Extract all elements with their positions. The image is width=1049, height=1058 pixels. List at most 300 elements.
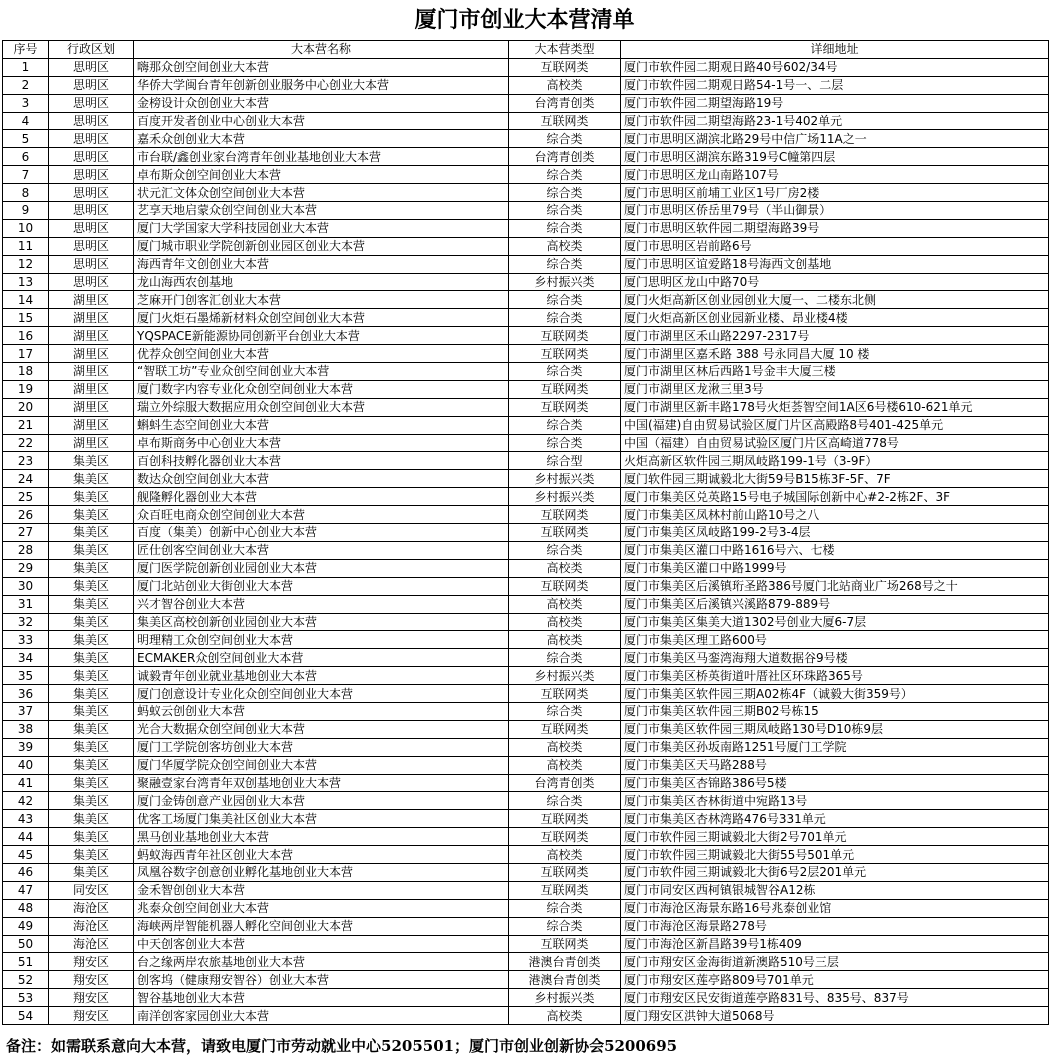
cell-no: 46 bbox=[3, 863, 49, 881]
cell-name: 凤凰谷数字创意创业孵化基地创业大本营 bbox=[134, 863, 509, 881]
cell-district: 集美区 bbox=[49, 685, 134, 703]
table-row bbox=[3, 148, 1049, 166]
cell-name: 创客坞（健康翔安智谷）创业大本营 bbox=[134, 971, 509, 989]
cell-district: 集美区 bbox=[49, 577, 134, 595]
cell-type: 互联网类 bbox=[509, 398, 621, 416]
cell-name: 数达众创空间创业大本营 bbox=[134, 470, 509, 488]
cell-address: 厦门市软件园三期诚毅北大街2号701单元 bbox=[621, 828, 1049, 846]
cell-type: 综合类 bbox=[509, 702, 621, 720]
cell-type: 互联网类 bbox=[509, 810, 621, 828]
cell-address: 厦门市集美区软件园三期B02号栋15 bbox=[621, 702, 1049, 720]
cell-no: 45 bbox=[3, 846, 49, 864]
cell-address: 厦门市思明区湖滨北路29号中信广场11A之一 bbox=[621, 130, 1049, 148]
cell-name: 金榜设计众创创业大本营 bbox=[134, 94, 509, 112]
cell-name: 海峡两岸智能机器人孵化空间创业大本营 bbox=[134, 917, 509, 935]
cell-address: 厦门市集美区灌口中路1999号 bbox=[621, 559, 1049, 577]
cell-name: 芝麻开门创客汇创业大本营 bbox=[134, 291, 509, 309]
cell-district: 海沧区 bbox=[49, 917, 134, 935]
cell-address: 厦门市集美区软件园三期凤岐路130号D10栋9层 bbox=[621, 720, 1049, 738]
cell-type: 互联网类 bbox=[509, 685, 621, 703]
table-row bbox=[3, 756, 1049, 774]
cell-district: 湖里区 bbox=[49, 327, 134, 345]
cell-no: 29 bbox=[3, 559, 49, 577]
cell-name: 厦门创意设计专业化众创空间创业大本营 bbox=[134, 685, 509, 703]
cell-name: 明理精工众创空间创业大本营 bbox=[134, 631, 509, 649]
cell-no: 4 bbox=[3, 112, 49, 130]
cell-name: 兆泰众创空间创业大本营 bbox=[134, 899, 509, 917]
cell-address: 厦门市思明区龙山南路107号 bbox=[621, 166, 1049, 184]
cell-type: 互联网类 bbox=[509, 935, 621, 953]
cell-address: 厦门市软件园二期望海路19号 bbox=[621, 94, 1049, 112]
cell-district: 集美区 bbox=[49, 863, 134, 881]
cell-address: 厦门市集美区软件园三期A02栋4F（诚毅大街359号） bbox=[621, 685, 1049, 703]
table-row bbox=[3, 774, 1049, 792]
table-row bbox=[3, 577, 1049, 595]
cell-district: 集美区 bbox=[49, 667, 134, 685]
cell-no: 13 bbox=[3, 273, 49, 291]
cell-district: 湖里区 bbox=[49, 291, 134, 309]
cell-district: 思明区 bbox=[49, 94, 134, 112]
cell-district: 集美区 bbox=[49, 506, 134, 524]
cell-district: 集美区 bbox=[49, 452, 134, 470]
cell-address: 厦门市思明区软件园二期望海路39号 bbox=[621, 219, 1049, 237]
cell-name: 聚融壹家台湾青年双创基地创业大本营 bbox=[134, 774, 509, 792]
cell-no: 14 bbox=[3, 291, 49, 309]
cell-name: 蝌蚪生态空间创业大本营 bbox=[134, 416, 509, 434]
table-row bbox=[3, 917, 1049, 935]
cell-no: 20 bbox=[3, 398, 49, 416]
cell-no: 30 bbox=[3, 577, 49, 595]
table-row bbox=[3, 112, 1049, 130]
cell-address: 厦门市思明区侨岳里79号（半山御景） bbox=[621, 202, 1049, 220]
cell-name: 市台联/鑫创业家台湾青年创业基地创业大本营 bbox=[134, 148, 509, 166]
cell-address: 厦门火炬高新区创业园创业大厦一、二楼东北侧 bbox=[621, 291, 1049, 309]
cell-address: 中国(福建)自由贸易试验区厦门片区高殿路8号401-425单元 bbox=[621, 416, 1049, 434]
cell-address: 厦门市软件园二期观日路40号602/34号 bbox=[621, 58, 1049, 76]
cell-name: 嗨那众创空间创业大本营 bbox=[134, 58, 509, 76]
table-row bbox=[3, 720, 1049, 738]
cell-address: 厦门市海沧区新昌路39号1栋409 bbox=[621, 935, 1049, 953]
cell-name: 厦门北站创业大街创业大本营 bbox=[134, 577, 509, 595]
table-row bbox=[3, 738, 1049, 756]
cell-name: 匠仕创客空间创业大本营 bbox=[134, 541, 509, 559]
table-row bbox=[3, 345, 1049, 363]
cell-district: 思明区 bbox=[49, 184, 134, 202]
cell-no: 2 bbox=[3, 76, 49, 94]
cell-no: 7 bbox=[3, 166, 49, 184]
table-row bbox=[3, 219, 1049, 237]
header-address: 详细地址 bbox=[621, 41, 1049, 59]
cell-type: 港澳台青创类 bbox=[509, 953, 621, 971]
table-row bbox=[3, 166, 1049, 184]
cell-type: 综合类 bbox=[509, 416, 621, 434]
cell-address: 厦门市翔安区金海街道新澳路510号三层 bbox=[621, 953, 1049, 971]
cell-name: 厦门城市职业学院创新创业园区创业大本营 bbox=[134, 237, 509, 255]
cell-no: 43 bbox=[3, 810, 49, 828]
table-row bbox=[3, 130, 1049, 148]
table-row bbox=[3, 953, 1049, 971]
cell-name: 金禾智创创业大本营 bbox=[134, 881, 509, 899]
cell-address: 厦门市集美区后溪镇珩圣路386号厦门北站商业广场268号之十 bbox=[621, 577, 1049, 595]
cell-type: 港澳台青创类 bbox=[509, 971, 621, 989]
cell-address: 厦门市湖里区林后西路1号金丰大厦三楼 bbox=[621, 363, 1049, 381]
cell-no: 3 bbox=[3, 94, 49, 112]
cell-type: 高校类 bbox=[509, 756, 621, 774]
cell-name: 龙山海西农创基地 bbox=[134, 273, 509, 291]
cell-address: 厦门市思明区前埔工业区1号厂房2楼 bbox=[621, 184, 1049, 202]
cell-address: 厦门市集美区天马路288号 bbox=[621, 756, 1049, 774]
table-row bbox=[3, 846, 1049, 864]
table-row bbox=[3, 416, 1049, 434]
cell-district: 集美区 bbox=[49, 792, 134, 810]
cell-no: 52 bbox=[3, 971, 49, 989]
cell-type: 高校类 bbox=[509, 1007, 621, 1025]
cell-district: 集美区 bbox=[49, 702, 134, 720]
cell-name: ECMAKER众创空间创业大本营 bbox=[134, 649, 509, 667]
cell-district: 思明区 bbox=[49, 166, 134, 184]
cell-address: 火炬高新区软件园三期凤岐路199-1号（3-9F） bbox=[621, 452, 1049, 470]
cell-type: 高校类 bbox=[509, 613, 621, 631]
cell-type: 互联网类 bbox=[509, 345, 621, 363]
cell-district: 集美区 bbox=[49, 846, 134, 864]
cell-type: 综合类 bbox=[509, 917, 621, 935]
table-row bbox=[3, 434, 1049, 452]
cell-name: 状元汇文体众创空间创业大本营 bbox=[134, 184, 509, 202]
cell-no: 51 bbox=[3, 953, 49, 971]
cell-district: 海沧区 bbox=[49, 899, 134, 917]
cell-district: 湖里区 bbox=[49, 363, 134, 381]
cell-name: 众百旺电商众创空间创业大本营 bbox=[134, 506, 509, 524]
cell-type: 互联网类 bbox=[509, 58, 621, 76]
cell-name: 优客工场厦门集美社区创业大本营 bbox=[134, 810, 509, 828]
cell-district: 思明区 bbox=[49, 219, 134, 237]
cell-address: 厦门市集美区杏锦路386号5楼 bbox=[621, 774, 1049, 792]
cell-address: 厦门市集美区桥英街道叶厝社区环珠路365号 bbox=[621, 667, 1049, 685]
cell-address: 厦门市翔安区莲亭路809号701单元 bbox=[621, 971, 1049, 989]
table-row bbox=[3, 524, 1049, 542]
cell-name: 兴才智谷创业大本营 bbox=[134, 595, 509, 613]
cell-name: 艺享天地启蒙众创空间创业大本营 bbox=[134, 202, 509, 220]
table-row bbox=[3, 1007, 1049, 1025]
cell-no: 22 bbox=[3, 434, 49, 452]
cell-name: 集美区高校创新创业园创业大本营 bbox=[134, 613, 509, 631]
cell-type: 综合类 bbox=[509, 219, 621, 237]
cell-district: 集美区 bbox=[49, 738, 134, 756]
table-row bbox=[3, 380, 1049, 398]
cell-name: 厦门金铸创意产业园创业大本营 bbox=[134, 792, 509, 810]
cell-no: 37 bbox=[3, 702, 49, 720]
header-type: 大本营类型 bbox=[509, 41, 621, 59]
cell-name: 蚂蚁海西青年社区创业大本营 bbox=[134, 846, 509, 864]
cell-type: 台湾青创类 bbox=[509, 774, 621, 792]
cell-name: 卓布斯商务中心创业大本营 bbox=[134, 434, 509, 452]
cell-name: 黑马创业基地创业大本营 bbox=[134, 828, 509, 846]
cell-no: 24 bbox=[3, 470, 49, 488]
cell-no: 25 bbox=[3, 488, 49, 506]
cell-no: 35 bbox=[3, 667, 49, 685]
cell-district: 集美区 bbox=[49, 810, 134, 828]
cell-address: 厦门市湖里区新丰路178号火炬荟智空间1A区6号楼610-621单元 bbox=[621, 398, 1049, 416]
cell-district: 集美区 bbox=[49, 613, 134, 631]
table-row bbox=[3, 899, 1049, 917]
cell-address: 厦门市思明区谊爱路18号海西文创基地 bbox=[621, 255, 1049, 273]
cell-address: 厦门市集美区孙坂南路1251号厦门工学院 bbox=[621, 738, 1049, 756]
cell-district: 湖里区 bbox=[49, 416, 134, 434]
cell-type: 综合类 bbox=[509, 541, 621, 559]
cell-district: 湖里区 bbox=[49, 309, 134, 327]
cell-name: 厦门华厦学院众创空间创业大本营 bbox=[134, 756, 509, 774]
cell-address: 厦门市集美区杏林湾路476号331单元 bbox=[621, 810, 1049, 828]
cell-no: 38 bbox=[3, 720, 49, 738]
table-row bbox=[3, 971, 1049, 989]
cell-address: 厦门市海沧区海景东路16号兆泰创业馆 bbox=[621, 899, 1049, 917]
cell-no: 15 bbox=[3, 309, 49, 327]
cell-type: 综合类 bbox=[509, 255, 621, 273]
table-row bbox=[3, 506, 1049, 524]
cell-district: 集美区 bbox=[49, 559, 134, 577]
cell-type: 互联网类 bbox=[509, 881, 621, 899]
table-row bbox=[3, 935, 1049, 953]
cell-address: 厦门市软件园三期诚毅北大街55号501单元 bbox=[621, 846, 1049, 864]
cell-no: 11 bbox=[3, 237, 49, 255]
cell-type: 互联网类 bbox=[509, 720, 621, 738]
table-row bbox=[3, 202, 1049, 220]
cell-district: 集美区 bbox=[49, 756, 134, 774]
cell-district: 思明区 bbox=[49, 255, 134, 273]
cell-no: 33 bbox=[3, 631, 49, 649]
cell-address: 中国（福建）自由贸易试验区厦门片区高崎道778号 bbox=[621, 434, 1049, 452]
cell-district: 思明区 bbox=[49, 148, 134, 166]
cell-no: 49 bbox=[3, 917, 49, 935]
cell-no: 50 bbox=[3, 935, 49, 953]
cell-address: 厦门市集美区凤岐路199-2号3-4层 bbox=[621, 524, 1049, 542]
cell-no: 16 bbox=[3, 327, 49, 345]
cell-no: 27 bbox=[3, 524, 49, 542]
cell-address: 厦门市思明区湖滨东路319号C幢第四层 bbox=[621, 148, 1049, 166]
cell-name: 卓布斯众创空间创业大本营 bbox=[134, 166, 509, 184]
cell-no: 40 bbox=[3, 756, 49, 774]
cell-address: 厦门市集美区兑英路15号电子城国际创新中心#2-2栋2F、3F bbox=[621, 488, 1049, 506]
cell-address: 厦门市集美区马銮湾海翔大道数据谷9号楼 bbox=[621, 649, 1049, 667]
table-row bbox=[3, 398, 1049, 416]
cell-type: 互联网类 bbox=[509, 112, 621, 130]
cell-name: 诚毅青年创业就业基地创业大本营 bbox=[134, 667, 509, 685]
cell-no: 17 bbox=[3, 345, 49, 363]
cell-type: 乡村振兴类 bbox=[509, 488, 621, 506]
cell-district: 集美区 bbox=[49, 828, 134, 846]
table-row bbox=[3, 237, 1049, 255]
cell-address: 厦门火炬高新区创业园新业楼、昂业楼4楼 bbox=[621, 309, 1049, 327]
cell-name: 舰隆孵化器创业大本营 bbox=[134, 488, 509, 506]
cell-district: 湖里区 bbox=[49, 434, 134, 452]
cell-no: 6 bbox=[3, 148, 49, 166]
cell-type: 综合类 bbox=[509, 202, 621, 220]
cell-type: 高校类 bbox=[509, 631, 621, 649]
table-row bbox=[3, 559, 1049, 577]
table-row bbox=[3, 828, 1049, 846]
cell-no: 12 bbox=[3, 255, 49, 273]
table-row bbox=[3, 685, 1049, 703]
cell-district: 集美区 bbox=[49, 649, 134, 667]
cell-no: 39 bbox=[3, 738, 49, 756]
cell-no: 31 bbox=[3, 595, 49, 613]
cell-address: 厦门市软件园三期诚毅北大街6号2层201单元 bbox=[621, 863, 1049, 881]
table-row bbox=[3, 488, 1049, 506]
cell-no: 32 bbox=[3, 613, 49, 631]
cell-address: 厦门市软件园二期观日路54-1号一、二层 bbox=[621, 76, 1049, 94]
cell-type: 乡村振兴类 bbox=[509, 470, 621, 488]
cell-no: 1 bbox=[3, 58, 49, 76]
table-row bbox=[3, 863, 1049, 881]
cell-district: 思明区 bbox=[49, 273, 134, 291]
cell-name: 百度开发者创业中心创业大本营 bbox=[134, 112, 509, 130]
cell-district: 思明区 bbox=[49, 202, 134, 220]
table-row bbox=[3, 541, 1049, 559]
table-row bbox=[3, 989, 1049, 1007]
cell-address: 厦门翔安区洪钟大道5068号 bbox=[621, 1007, 1049, 1025]
cell-type: 互联网类 bbox=[509, 327, 621, 345]
cell-type: 互联网类 bbox=[509, 828, 621, 846]
cell-district: 思明区 bbox=[49, 237, 134, 255]
cell-district: 集美区 bbox=[49, 488, 134, 506]
table-row bbox=[3, 881, 1049, 899]
cell-district: 集美区 bbox=[49, 720, 134, 738]
cell-district: 湖里区 bbox=[49, 398, 134, 416]
cell-district: 翔安区 bbox=[49, 971, 134, 989]
cell-no: 53 bbox=[3, 989, 49, 1007]
cell-no: 48 bbox=[3, 899, 49, 917]
cell-district: 集美区 bbox=[49, 541, 134, 559]
cell-no: 21 bbox=[3, 416, 49, 434]
cell-address: 厦门市集美区后溪镇兴溪路879-889号 bbox=[621, 595, 1049, 613]
cell-district: 翔安区 bbox=[49, 989, 134, 1007]
cell-type: 综合类 bbox=[509, 309, 621, 327]
cell-type: 综合型 bbox=[509, 452, 621, 470]
cell-address: 厦门市翔安区民安街道莲亭路831号、835号、837号 bbox=[621, 989, 1049, 1007]
cell-name: 海西青年文创创业大本营 bbox=[134, 255, 509, 273]
cell-type: 综合类 bbox=[509, 184, 621, 202]
cell-address: 厦门市海沧区海景路278号 bbox=[621, 917, 1049, 935]
cell-district: 集美区 bbox=[49, 470, 134, 488]
cell-district: 思明区 bbox=[49, 130, 134, 148]
cell-name: 厦门火炬石墨烯新材料众创空间创业大本营 bbox=[134, 309, 509, 327]
cell-address: 厦门市湖里区禾山路2297-2317号 bbox=[621, 327, 1049, 345]
cell-district: 集美区 bbox=[49, 524, 134, 542]
cell-name: 百度（集美）创新中心创业大本营 bbox=[134, 524, 509, 542]
table-row bbox=[3, 649, 1049, 667]
cell-no: 42 bbox=[3, 792, 49, 810]
cell-district: 翔安区 bbox=[49, 953, 134, 971]
cell-no: 18 bbox=[3, 363, 49, 381]
cell-type: 互联网类 bbox=[509, 863, 621, 881]
cell-type: 高校类 bbox=[509, 846, 621, 864]
cell-type: 综合类 bbox=[509, 291, 621, 309]
cell-type: 乡村振兴类 bbox=[509, 989, 621, 1007]
page-title: 厦门市创业大本营清单 bbox=[414, 7, 635, 33]
table-row bbox=[3, 76, 1049, 94]
cell-no: 47 bbox=[3, 881, 49, 899]
cell-district: 集美区 bbox=[49, 595, 134, 613]
camp-list-table bbox=[2, 40, 1049, 1025]
cell-district: 集美区 bbox=[49, 631, 134, 649]
cell-address: 厦门思明区龙山中路70号 bbox=[621, 273, 1049, 291]
cell-type: 综合类 bbox=[509, 434, 621, 452]
cell-no: 41 bbox=[3, 774, 49, 792]
cell-type: 高校类 bbox=[509, 76, 621, 94]
cell-name: 南洋创客家园创业大本营 bbox=[134, 1007, 509, 1025]
header-name: 大本营名称 bbox=[134, 41, 509, 59]
cell-name: 嘉禾众创创业大本营 bbox=[134, 130, 509, 148]
cell-type: 综合类 bbox=[509, 130, 621, 148]
cell-name: 优荐众创空间创业大本营 bbox=[134, 345, 509, 363]
cell-no: 5 bbox=[3, 130, 49, 148]
cell-name: 厦门工学院创客坊创业大本营 bbox=[134, 738, 509, 756]
cell-name: 中天创客创业大本营 bbox=[134, 935, 509, 953]
cell-type: 综合类 bbox=[509, 899, 621, 917]
table-row bbox=[3, 792, 1049, 810]
cell-type: 综合类 bbox=[509, 363, 621, 381]
table-row bbox=[3, 327, 1049, 345]
cell-name: 智谷基地创业大本营 bbox=[134, 989, 509, 1007]
cell-type: 高校类 bbox=[509, 595, 621, 613]
cell-address: 厦门市湖里区嘉禾路 388 号永同昌大厦 10 楼 bbox=[621, 345, 1049, 363]
cell-address: 厦门市集美区杏林街道中宛路13号 bbox=[621, 792, 1049, 810]
footer-note: 备注：如需联系意向大本营，请致电厦门市劳动就业中心5205501；厦门市创业创新协会5200695 bbox=[6, 1037, 678, 1055]
cell-name: 华侨大学闽台青年创新创业服务中心创业大本营 bbox=[134, 76, 509, 94]
cell-type: 综合类 bbox=[509, 166, 621, 184]
cell-district: 海沧区 bbox=[49, 935, 134, 953]
cell-type: 乡村振兴类 bbox=[509, 273, 621, 291]
cell-district: 翔安区 bbox=[49, 1007, 134, 1025]
table-row bbox=[3, 702, 1049, 720]
cell-address: 厦门市同安区西柯镇银城智谷A12栋 bbox=[621, 881, 1049, 899]
cell-no: 54 bbox=[3, 1007, 49, 1025]
cell-district: 思明区 bbox=[49, 76, 134, 94]
cell-type: 高校类 bbox=[509, 237, 621, 255]
cell-no: 23 bbox=[3, 452, 49, 470]
table-row bbox=[3, 631, 1049, 649]
table-row bbox=[3, 470, 1049, 488]
table-row bbox=[3, 667, 1049, 685]
cell-district: 集美区 bbox=[49, 774, 134, 792]
cell-name: 蚂蚁云创创业大本营 bbox=[134, 702, 509, 720]
cell-address: 厦门市湖里区龙湫三里3号 bbox=[621, 380, 1049, 398]
cell-address: 厦门市集美区理工路600号 bbox=[621, 631, 1049, 649]
table-row bbox=[3, 810, 1049, 828]
cell-no: 44 bbox=[3, 828, 49, 846]
cell-type: 台湾青创类 bbox=[509, 94, 621, 112]
cell-no: 10 bbox=[3, 219, 49, 237]
table-body bbox=[3, 58, 1049, 1024]
cell-district: 思明区 bbox=[49, 58, 134, 76]
cell-name: 厦门医学院创新创业园创业大本营 bbox=[134, 559, 509, 577]
cell-type: 台湾青创类 bbox=[509, 148, 621, 166]
cell-type: 高校类 bbox=[509, 738, 621, 756]
table-header-row bbox=[3, 41, 1049, 59]
cell-address: 厦门市集美区灌口中路1616号六、七楼 bbox=[621, 541, 1049, 559]
cell-address: 厦门市集美区凤林村前山路10号之八 bbox=[621, 506, 1049, 524]
cell-no: 34 bbox=[3, 649, 49, 667]
cell-district: 思明区 bbox=[49, 112, 134, 130]
table-row bbox=[3, 255, 1049, 273]
cell-type: 互联网类 bbox=[509, 506, 621, 524]
cell-name: 厦门大学国家大学科技园创业大本营 bbox=[134, 219, 509, 237]
cell-no: 19 bbox=[3, 380, 49, 398]
header-no: 序号 bbox=[3, 41, 49, 59]
table-row bbox=[3, 291, 1049, 309]
table-row bbox=[3, 309, 1049, 327]
cell-name: YQSPACE新能源协同创新平台创业大本营 bbox=[134, 327, 509, 345]
